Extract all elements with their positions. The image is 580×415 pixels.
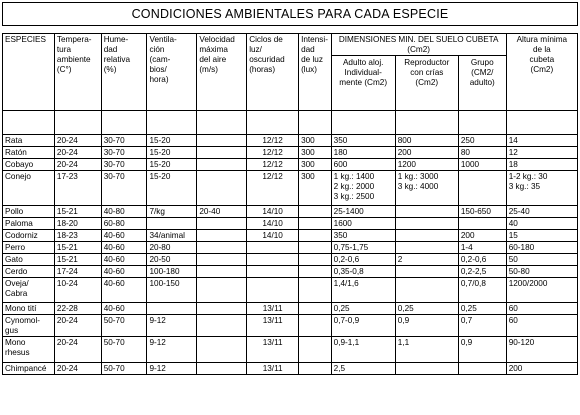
humidity-cell: 50-70: [101, 315, 147, 337]
floor-breeder-cell: [395, 266, 458, 278]
table-row: [3, 147, 578, 159]
header-temperatura: Tempera- tura ambiente (C°): [54, 34, 101, 111]
humidity-cell: 30-70: [101, 171, 147, 206]
floor-breeder-cell: 1 kg.: 3000 3 kg.: 4000: [395, 171, 458, 206]
ventilation-cell: 9-12: [147, 315, 197, 337]
species-cell: Mono tití: [3, 303, 55, 315]
floor-group-cell: 200: [458, 230, 506, 242]
air-speed-cell: [197, 363, 247, 375]
floor-adult-cell: 1,4/1,6: [331, 278, 395, 303]
min-height-cell: 1-2 kg.: 30 3 kg.: 35: [506, 171, 577, 206]
species-cell: Perro: [3, 242, 55, 254]
floor-adult-cell: 0,9-1,1: [331, 337, 395, 363]
light-intensity-cell: [299, 303, 332, 315]
light-intensity-cell: [299, 242, 332, 254]
temperature-cell: 18-20: [54, 218, 101, 230]
light-cycle-cell: 12/12: [247, 159, 299, 171]
species-cell: Oveja/ Cabra: [3, 278, 55, 303]
light-intensity-cell: [299, 315, 332, 337]
table-row: [3, 266, 578, 278]
floor-breeder-cell: [395, 206, 458, 218]
humidity-cell: 60-80: [101, 218, 147, 230]
species-cell: Cerdo: [3, 266, 55, 278]
floor-breeder-cell: 1200: [395, 159, 458, 171]
min-height-cell: 15: [506, 230, 577, 242]
light-cycle-cell: 12/12: [247, 171, 299, 206]
light-intensity-cell: 300: [299, 147, 332, 159]
floor-group-cell: [458, 218, 506, 230]
ventilation-cell: 34/animal: [147, 230, 197, 242]
min-height-cell: 18: [506, 159, 577, 171]
header-altura: Altura mínima de la cubeta (Cm2): [506, 34, 577, 111]
floor-group-cell: 0,9: [458, 337, 506, 363]
floor-adult-cell: 0,2-0,6: [331, 254, 395, 266]
air-speed-cell: [197, 147, 247, 159]
floor-breeder-cell: 800: [395, 135, 458, 147]
floor-adult-cell: 1600: [331, 218, 395, 230]
temperature-cell: 22-28: [54, 303, 101, 315]
light-cycle-cell: 13/11: [247, 315, 299, 337]
air-speed-cell: [197, 135, 247, 147]
air-speed-cell: 20-40: [197, 206, 247, 218]
table-row: [3, 171, 578, 206]
light-intensity-cell: [299, 218, 332, 230]
floor-breeder-cell: 0,25: [395, 303, 458, 315]
ventilation-cell: 20-80: [147, 242, 197, 254]
humidity-cell: 50-70: [101, 337, 147, 363]
light-intensity-cell: [299, 363, 332, 375]
floor-breeder-cell: [395, 363, 458, 375]
humidity-cell: 40-80: [101, 206, 147, 218]
table-row: [3, 206, 578, 218]
species-cell: Codorniz: [3, 230, 55, 242]
humidity-cell: 40-60: [101, 278, 147, 303]
species-conditions-table: [2, 33, 578, 375]
light-cycle-cell: [247, 242, 299, 254]
header-dimensiones: DIMENSIONES MIN. DEL SUELO CUBETA (Cm2): [331, 34, 506, 56]
header-grupo: Grupo (CM2/ adulto): [458, 56, 506, 111]
ventilation-cell: 100-150: [147, 278, 197, 303]
humidity-cell: 40-60: [101, 254, 147, 266]
floor-group-cell: 1-4: [458, 242, 506, 254]
floor-breeder-cell: 2: [395, 254, 458, 266]
species-cell: Rata: [3, 135, 55, 147]
light-cycle-cell: [247, 278, 299, 303]
floor-breeder-cell: [395, 230, 458, 242]
temperature-cell: 20-24: [54, 315, 101, 337]
light-intensity-cell: [299, 337, 332, 363]
light-cycle-cell: 13/11: [247, 303, 299, 315]
temperature-cell: 15-21: [54, 206, 101, 218]
floor-group-cell: 150-650: [458, 206, 506, 218]
header-velocidad: Velocidad máxima del aire (m/s): [197, 34, 247, 111]
min-height-cell: 60-180: [506, 242, 577, 254]
light-cycle-cell: 13/11: [247, 363, 299, 375]
table-row: [3, 363, 578, 375]
humidity-cell: 30-70: [101, 147, 147, 159]
temperature-cell: 20-24: [54, 337, 101, 363]
floor-group-cell: [458, 363, 506, 375]
species-cell: Conejo: [3, 171, 55, 206]
min-height-cell: 200: [506, 363, 577, 375]
air-speed-cell: [197, 254, 247, 266]
temperature-cell: 20-24: [54, 135, 101, 147]
floor-group-cell: 0,2-0,6: [458, 254, 506, 266]
floor-group-cell: 0,2-2,5: [458, 266, 506, 278]
light-cycle-cell: 14/10: [247, 218, 299, 230]
air-speed-cell: [197, 303, 247, 315]
min-height-cell: 50: [506, 254, 577, 266]
spacer-row: [3, 111, 578, 135]
light-intensity-cell: [299, 266, 332, 278]
header-especies: ESPECIES: [3, 34, 55, 111]
min-height-cell: 90-120: [506, 337, 577, 363]
floor-group-cell: 0,7/0,8: [458, 278, 506, 303]
ventilation-cell: [147, 303, 197, 315]
floor-adult-cell: 0,7-0,9: [331, 315, 395, 337]
header-ventilacion: Ventila- ción (cam- bios/ hora): [147, 34, 197, 111]
humidity-cell: 50-70: [101, 363, 147, 375]
floor-group-cell: 0,25: [458, 303, 506, 315]
humidity-cell: 40-60: [101, 242, 147, 254]
ventilation-cell: 15-20: [147, 135, 197, 147]
floor-adult-cell: 180: [331, 147, 395, 159]
table-title: CONDICIONES AMBIENTALES PARA CADA ESPECIE: [2, 2, 578, 26]
species-cell: Paloma: [3, 218, 55, 230]
light-intensity-cell: 300: [299, 171, 332, 206]
light-cycle-cell: 14/10: [247, 206, 299, 218]
light-cycle-cell: 12/12: [247, 135, 299, 147]
floor-adult-cell: 600: [331, 159, 395, 171]
light-cycle-cell: 14/10: [247, 230, 299, 242]
table-row: [3, 242, 578, 254]
floor-adult-cell: 350: [331, 135, 395, 147]
humidity-cell: 30-70: [101, 135, 147, 147]
temperature-cell: 20-24: [54, 159, 101, 171]
temperature-cell: 18-23: [54, 230, 101, 242]
light-intensity-cell: [299, 278, 332, 303]
light-intensity-cell: 300: [299, 135, 332, 147]
humidity-cell: 40-60: [101, 230, 147, 242]
ventilation-cell: 7/kg: [147, 206, 197, 218]
air-speed-cell: [197, 266, 247, 278]
floor-adult-cell: 0,25: [331, 303, 395, 315]
floor-group-cell: 80: [458, 147, 506, 159]
header-intensidad: Intensi- dad de luz (lux): [299, 34, 332, 111]
floor-adult-cell: 350: [331, 230, 395, 242]
air-speed-cell: [197, 315, 247, 337]
air-speed-cell: [197, 242, 247, 254]
temperature-cell: 10-24: [54, 278, 101, 303]
floor-breeder-cell: [395, 278, 458, 303]
min-height-cell: 1200/2000: [506, 278, 577, 303]
table-row: [3, 159, 578, 171]
floor-adult-cell: 2,5: [331, 363, 395, 375]
table-row: [3, 218, 578, 230]
floor-breeder-cell: 0,9: [395, 315, 458, 337]
floor-breeder-cell: 200: [395, 147, 458, 159]
table-row: [3, 278, 578, 303]
temperature-cell: 17-23: [54, 171, 101, 206]
floor-adult-cell: 25-1400: [331, 206, 395, 218]
floor-breeder-cell: 1,1: [395, 337, 458, 363]
ventilation-cell: 20-50: [147, 254, 197, 266]
min-height-cell: 25-40: [506, 206, 577, 218]
table-row: [3, 337, 578, 363]
ventilation-cell: 9-12: [147, 337, 197, 363]
air-speed-cell: [197, 230, 247, 242]
floor-breeder-cell: [395, 242, 458, 254]
temperature-cell: 17-24: [54, 266, 101, 278]
air-speed-cell: [197, 278, 247, 303]
ventilation-cell: [147, 218, 197, 230]
air-speed-cell: [197, 171, 247, 206]
light-intensity-cell: [299, 206, 332, 218]
table-row: [3, 135, 578, 147]
table-row: [3, 315, 578, 337]
min-height-cell: 60: [506, 315, 577, 337]
temperature-cell: 20-24: [54, 363, 101, 375]
species-cell: Chimpancé: [3, 363, 55, 375]
humidity-cell: 40-60: [101, 303, 147, 315]
species-cell: Pollo: [3, 206, 55, 218]
header-adulto: Adulto aloj. Individual- mente (Cm2): [331, 56, 395, 111]
table-row: [3, 230, 578, 242]
table-row: [3, 303, 578, 315]
ventilation-cell: 100-180: [147, 266, 197, 278]
floor-adult-cell: 1 kg.: 1400 2 kg.: 2000 3 kg.: 2500: [331, 171, 395, 206]
light-intensity-cell: [299, 254, 332, 266]
floor-group-cell: [458, 171, 506, 206]
temperature-cell: 15-21: [54, 254, 101, 266]
floor-breeder-cell: [395, 218, 458, 230]
light-cycle-cell: 12/12: [247, 147, 299, 159]
header-humedad: Hume- dad relativa (%): [101, 34, 147, 111]
species-cell: Ratón: [3, 147, 55, 159]
header-reproductor: Reproductor con crías (Cm2): [395, 56, 458, 111]
temperature-cell: 20-24: [54, 147, 101, 159]
species-cell: Gato: [3, 254, 55, 266]
humidity-cell: 40-60: [101, 266, 147, 278]
min-height-cell: 40: [506, 218, 577, 230]
light-intensity-cell: 300: [299, 159, 332, 171]
table-row: [3, 254, 578, 266]
ventilation-cell: 15-20: [147, 171, 197, 206]
air-speed-cell: [197, 159, 247, 171]
temperature-cell: 15-21: [54, 242, 101, 254]
min-height-cell: 12: [506, 147, 577, 159]
min-height-cell: 50-80: [506, 266, 577, 278]
min-height-cell: 60: [506, 303, 577, 315]
header-ciclos: Ciclos de luz/ oscuridad (horas): [247, 34, 299, 111]
air-speed-cell: [197, 218, 247, 230]
species-cell: Cobayo: [3, 159, 55, 171]
species-cell: Cynomol- gus: [3, 315, 55, 337]
ventilation-cell: 15-20: [147, 147, 197, 159]
air-speed-cell: [197, 337, 247, 363]
humidity-cell: 30-70: [101, 159, 147, 171]
floor-adult-cell: 0,35-0,8: [331, 266, 395, 278]
light-intensity-cell: [299, 230, 332, 242]
floor-group-cell: 250: [458, 135, 506, 147]
ventilation-cell: 9-12: [147, 363, 197, 375]
species-cell: Mono rhesus: [3, 337, 55, 363]
floor-group-cell: 1000: [458, 159, 506, 171]
light-cycle-cell: [247, 254, 299, 266]
floor-adult-cell: 0,75-1,75: [331, 242, 395, 254]
light-cycle-cell: [247, 266, 299, 278]
light-cycle-cell: 13/11: [247, 337, 299, 363]
floor-group-cell: 0,7: [458, 315, 506, 337]
min-height-cell: 14: [506, 135, 577, 147]
ventilation-cell: 15-20: [147, 159, 197, 171]
